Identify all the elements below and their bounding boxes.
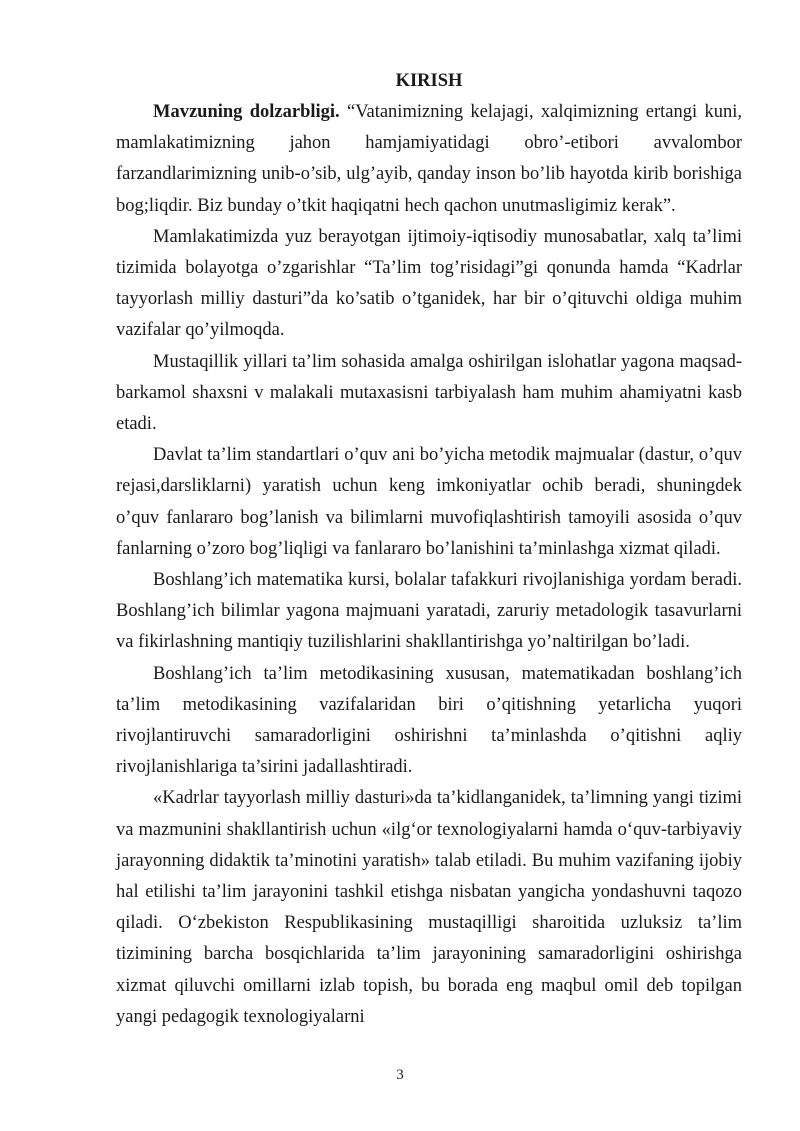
paragraph: Boshlang’ich matematika kursi, bolalar tafakkuri rivojlanishiga yordam beradi. Boshlang’ich bilimlar yagona majmuani yaratadi, zaruriy metadologik tasavurlarni va fikirlashning mantiqiy tuzilishlarini shakllantirishga yo’naltirilgan bo’ladi.: [116, 570, 742, 653]
paragraph-text: “Vatanimizning kelajagi, xalqimizning ertangi kuni, mamlakatimizning jahon hamjamiyatidagi obro’-etibori avvalombor farzandlarimizning unib-o’sib, ulg’ayib, qanday inson bo’lib hayotda kirib borishiga bog;liqdir. Biz bunday o’tkit haqiqatni hech qachon unutmasligimiz kerak”.: [116, 102, 742, 216]
page-number: 3: [396, 1067, 404, 1083]
paragraph-relevance: [116, 97, 742, 222]
document-page: [116, 66, 742, 1033]
paragraph: Davlat ta’lim standartlari o’quv ani bo’yicha metodik majmualar (dastur, o’quv rejasi,darsliklarni) yaratish uchun keng imkoniyatlar ochib beradi, shuningdek o’quv fanlararo bog’lanish va bilimlarni muvofiqlashtirish tamoyili asosida o’quv fanlarning o’zoro bog’liqligi va fanlararo bo’lanishini ta’minlashga xizmat qiladi.: [116, 445, 742, 559]
paragraph: Mustaqillik yillari ta’lim sohasida amalga oshirilgan islohatlar yagona maqsad-barkamol shaxsni v malakali mutaxasisni tarbiyalash ham muhim ahamiyatni kasb etadi.: [116, 351, 742, 435]
paragraph: Boshlang’ich ta’lim metodikasining xususan, matematikadan boshlang’ich ta’lim metodikasining vazifalaridan biri o’qitishning yetarlicha yuqori rivojlantiruvchi samaradorligini oshirishni ta’minlashda o’qitishni aqliy rivojlanishlariga ta’sirini jadallashtiradi.: [116, 663, 742, 778]
paragraph-lead: Mavzuning dolzarbligi.: [153, 102, 340, 122]
section-title: KIRISH: [395, 71, 463, 91]
paragraph: «Kadrlar tayyorlash milliy dasturi»da ta’kidlanganidek, ta’limning yangi tizimi va mazmunini shakllantirish uchun «ilg‘or texnologiyalarni hamda o‘quv-tarbiyaviy jarayonning didaktik ta’minotini yaratish» talab etiladi. Bu muhim vazifaning ijobiy hal etilishi ta’lim jarayonini tashkil etishga nisbatan yangicha yondashuvni taqozo qiladi. O‘zbekiston Respublikasining mustaqilligi sharoitida uzluksiz ta’lim tizimining barcha bosqichlarida ta’lim jarayonining samaradorligini oshirishga xizmat qiluvchi omillarni izlab topish, bu borada eng maqbul omil deb topilgan yangi pedagogik texnologiyalarni: [116, 788, 742, 1027]
paragraph: Mamlakatimizda yuz berayotgan ijtimoiy-iqtisodiy munosabatlar, xalq ta’limi tizimida bolayotga o’zgarishlar “Ta’lim tog’risidagi”gi qonunda hamda “Kadrlar tayyorlash milliy dasturi”da ko’satib o’tganidek, har bir o’qituvchi oldiga muhim vazifalar qo’yilmoqda.: [116, 226, 742, 341]
